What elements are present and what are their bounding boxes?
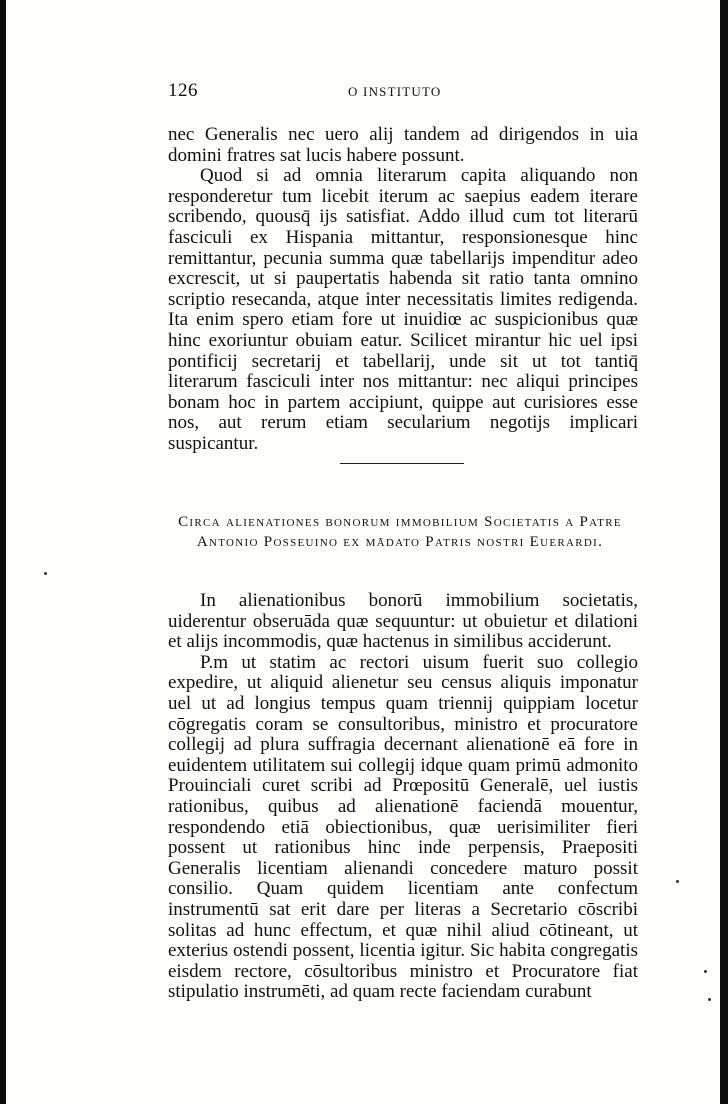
scan-border-left xyxy=(0,0,6,1104)
running-title: O INSTITUTO xyxy=(348,84,442,99)
scan-border-right xyxy=(720,0,728,1104)
scan-speck xyxy=(676,880,679,883)
section-heading-line: Circa alienationes bonorum immobilium Societatis a Patre xyxy=(178,514,622,530)
paragraph: Quod si ad omnia literarum capita aliquando non responderetur tum licebit iterum ac saepius eadem iterare scribendo, quousq̄ ijs satisfiat. Addo illud cum tot literarū fasciculi ex Hispania mittantur, responsionesque hinc remittantur, pecunia summa quæ tabellarijs impenditur adeo excrescit, ut si paupertatis habenda sit ratio tanta omnino scriptio resecanda, atque inter necessitatis limites redigenda. Ita enim spero etiam fore ut inuidiœ ac suspicionibus quæ hinc exoriuntur obuiam eatur. Scilicet mirantur hic uel ipsi pontificij secretarij et tabellarij, unde sit ut tot tantiq̄ literarum fasciculi inter nos mittantur: nec aliqui principes bonam hoc in partem accipiunt, quippe aut curisiores esse nos, aut rerum etiam secularium negotijs implicari suspicantur. xyxy=(168,165,638,454)
section-heading-line: Antonio Posseuino ex mādato Patris nostri Euerardi. xyxy=(196,533,604,550)
paragraph: In alienationibus bonorū immobilium societatis, uiderentur obseruāda quæ sequuntur: ut obuietur et dilationi et alijs incommodis, quæ hactenus in similibus acciderunt. xyxy=(168,590,638,653)
text-block-bottom xyxy=(168,591,638,1003)
paragraph: P.m ut statim ac rectori uisum fuerit suo collegio expedire, ut aliquid alienetur seu census aliquis imponatur uel ut ad longius tempus quam triennij quippiam locetur cōgregatis coram se consultoribus, ministro et procuratore collegij ad plura suffragia decernant alienationē eā fore in euidentem utilitatem sui collegij idque quam primū admonito Prouinciali curet scribi ad Prœpositū Generalē, uel iustis rationibus, quibus ad alienationē faciendā mouentur, respondendo etiā obiectionibus, quæ uerisimiliter fieri possent ut rationibus hinc inde perpensis, Praepositi Generalis licentiam alienandi concedere maturo possit consilio. Quam quidem licentiam ante confectum instrumentū sat erit dare per literas a Secretario cōscribi solitas ad hunc effectum, et quæ nihil aliud cōtineant, ut exterius ostendi possent, licentia igitur. Sic habita congregatis eisdem rectore, cōsultoribus ministro et Procuratore fiat stipulatio instrumēti, ad quam recte faciendam curabunt xyxy=(168,651,638,1003)
page-header xyxy=(168,80,638,104)
text-block-top xyxy=(168,125,638,455)
page-number: 126 xyxy=(168,80,198,101)
scan-speck xyxy=(704,970,707,973)
scan-speck xyxy=(708,998,711,1001)
section-divider xyxy=(340,463,464,464)
paragraph: nec Generalis nec uero alij tandem ad dirigendos in uia domini fratres sat lucis habere possunt. xyxy=(168,124,638,166)
section-heading xyxy=(150,513,650,552)
scan-speck xyxy=(44,572,47,575)
